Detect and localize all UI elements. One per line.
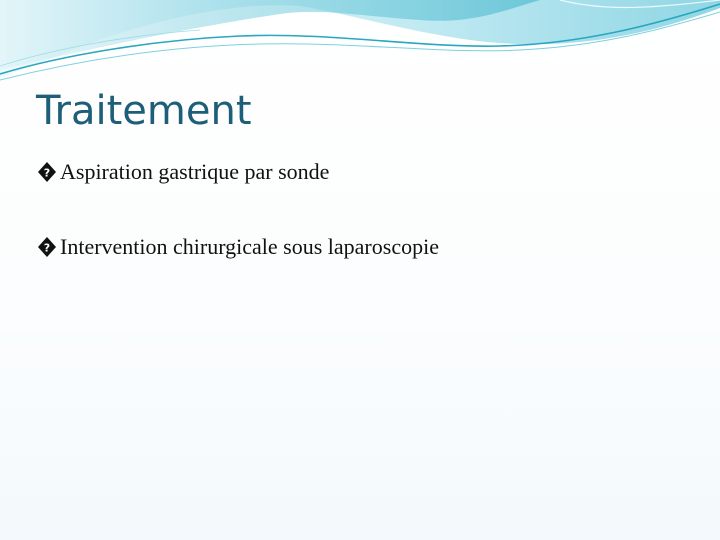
replacement-character-icon [36,161,58,183]
bullet-list [36,156,439,263]
header-wave-decoration [0,0,720,90]
svg-text:?: ? [43,241,51,255]
replacement-character-icon [36,236,58,258]
bullet-text: Aspiration gastrique par sonde [60,159,330,184]
svg-text:?: ? [43,166,51,180]
slide-title: Traitement [36,88,252,134]
bullet-item [36,156,439,188]
bullet-text: Intervention chirurgicale sous laparoscopie [60,234,439,259]
bullet-item [36,231,439,263]
